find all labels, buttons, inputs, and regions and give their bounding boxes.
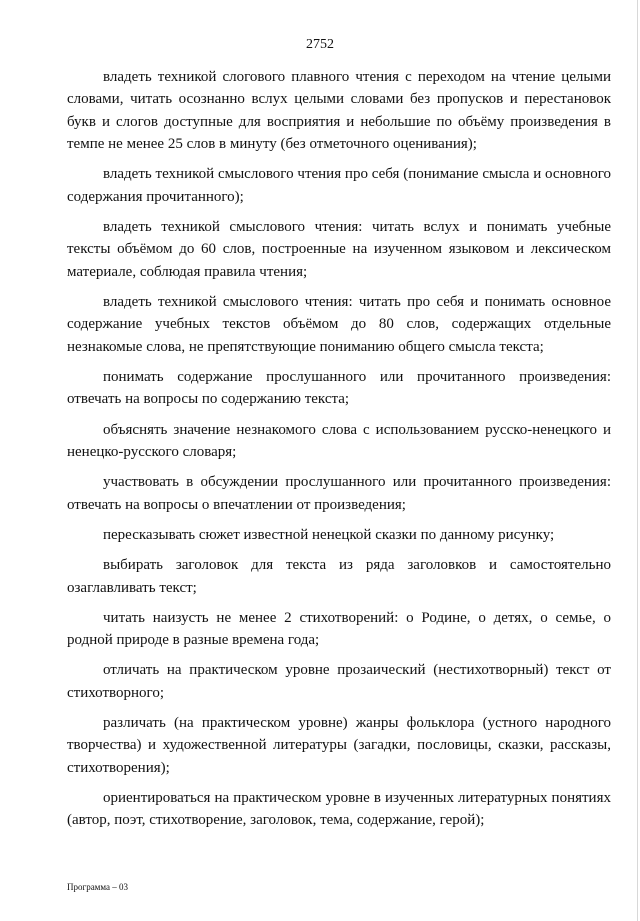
paragraph-5: понимать содержание прослушанного или прочитанного произведения: отвечать на вопросы по содержанию текста; <box>67 369 611 408</box>
paragraph-11: отличать на практическом уровне прозаический (нестихотворный) текст от стихотворного; <box>67 662 611 701</box>
paragraph-13: ориентироваться на практическом уровне в изученных литературных понятиях (автор, поэт, стихотворение, заголовок, тема, содержание, герой); <box>67 789 611 829</box>
paragraph-10: читать наизусть не менее 2 стихотворений: о Родине, о детях, о семье, о родной природе в разные времена года; <box>67 609 611 649</box>
paragraph-1: владеть техникой слогового плавного чтения с переходом на чтение целыми словами, читать осознанно вслух целыми словами без пропусков и перестановок букв и слогов доступные для восприятия и небольшие по объёму произведения в темпе не менее 25 слов в минуту (без отметочного оценивания); <box>67 69 611 153</box>
paragraph-8: пересказывать сюжет известной ненецкой сказки по данному рисунку; <box>103 526 555 543</box>
paragraph-4: владеть техникой смыслового чтения: читать про себя и понимать основное содержание учебных текстов объёмом до 80 слов, содержащих отдельные незнакомые слова, не препятствующие пониманию общего смысла текста; <box>67 294 611 355</box>
paragraph-7: участвовать в обсуждении прослушанного или прочитанного произведения: отвечать на вопросы о впечатлении от произведения; <box>67 474 611 513</box>
page-number: 2752 <box>306 37 334 52</box>
footer-label: Программа – 03 <box>67 882 129 892</box>
paragraph-6: объяснять значение незнакомого слова с использованием русско-ненецкого и ненецко-русского словаря; <box>67 421 611 461</box>
paragraph-2: владеть техникой смыслового чтения про себя (понимание смысла и основного содержания прочитанного); <box>67 166 611 205</box>
paragraph-9: выбирать заголовок для текста из ряда заголовков и самостоятельно озаглавливать текст; <box>67 557 611 596</box>
body-text <box>67 66 611 840</box>
paragraph-12: различать (на практическом уровне) жанры фольклора (устного народного творчества) и художественной литературы (загадки, пословицы, сказки, рассказы, стихотворения); <box>67 714 611 776</box>
page-edge-divider <box>637 0 638 921</box>
paragraph-3: владеть техникой смыслового чтения: читать вслух и понимать учебные тексты объёмом до 60 слов, построенные на изученном языковом и лексическом материале, соблюдая правила чтения; <box>67 219 611 280</box>
